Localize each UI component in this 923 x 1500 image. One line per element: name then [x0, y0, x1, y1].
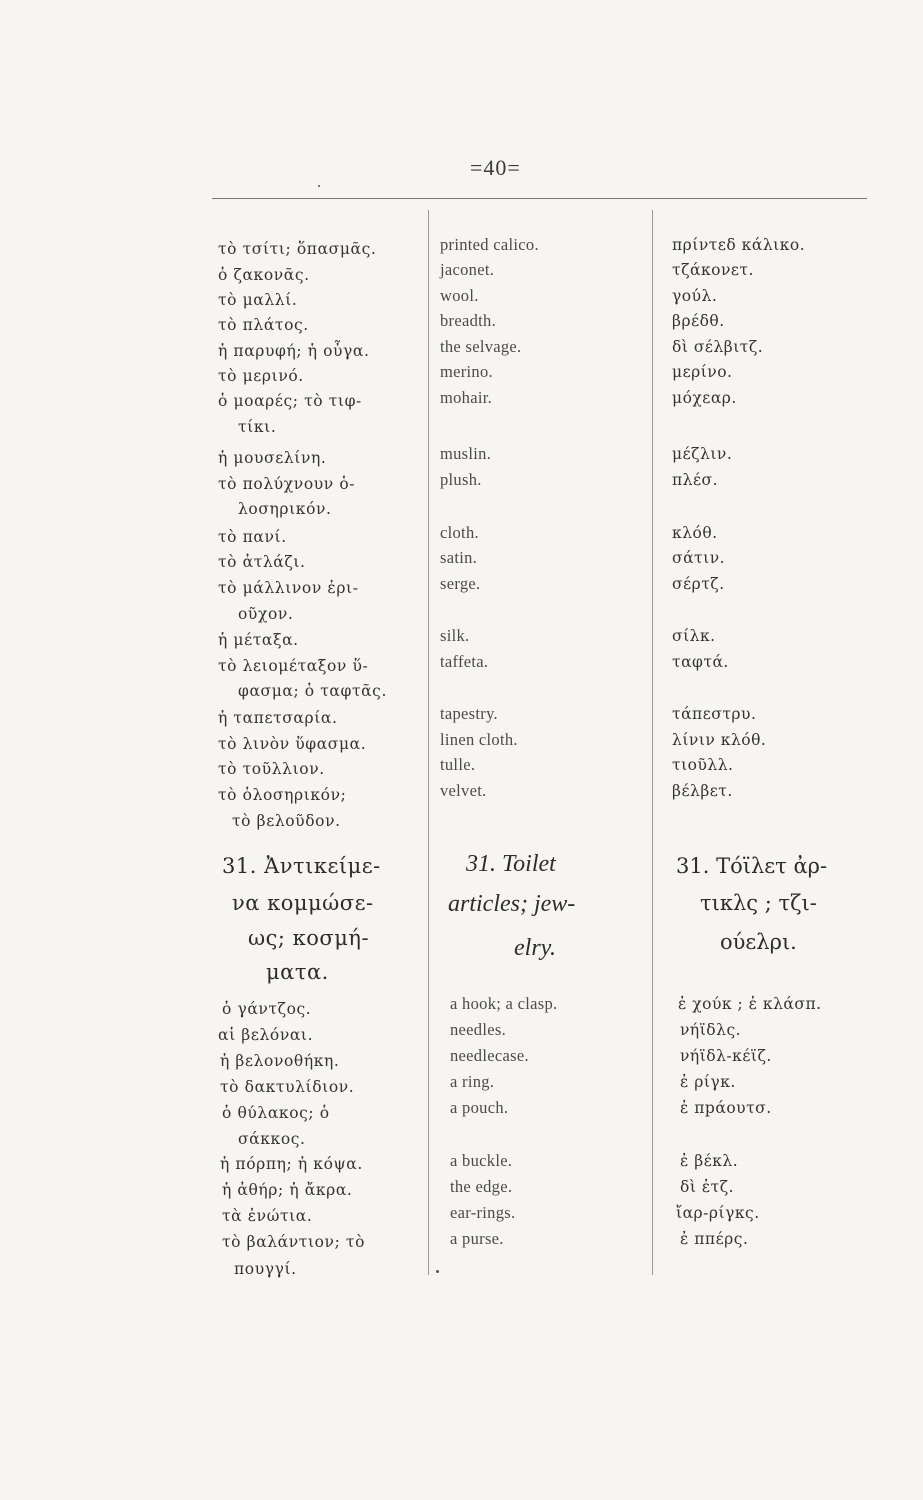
greek-entry: τὸ λειομέταξον ὕ-	[218, 657, 369, 675]
english-entry: the selvage.	[440, 337, 522, 356]
english-entry: wool.	[440, 286, 479, 305]
english-entry: a hook; a clasp.	[450, 994, 558, 1013]
english-entry: breadth.	[440, 311, 497, 330]
section-heading-pronunciation: τικλς ; τζι-	[700, 891, 817, 915]
greek-entry: τὸ βαλάντιον; τὸ	[222, 1233, 366, 1251]
section-heading-greek: ματα.	[266, 960, 329, 984]
pronunciation-entry: γούλ.	[672, 287, 718, 305]
greek-entry: ἡ παρυφή; ἡ οὖγα.	[218, 342, 370, 360]
pronunciation-entry: τζάκονετ.	[672, 261, 754, 279]
english-entry: needlecase.	[450, 1046, 529, 1065]
greek-entry: οῦχον.	[238, 605, 294, 623]
english-entry: linen cloth.	[440, 730, 518, 749]
greek-entry: τὸ βελοῦδον.	[232, 812, 341, 830]
english-entry: printed calico.	[440, 235, 539, 254]
greek-entry: ὁ θύλακος; ὁ	[222, 1104, 330, 1122]
english-entry: taffeta.	[440, 652, 489, 671]
english-entry: a ring.	[450, 1072, 495, 1091]
english-entry: silk.	[440, 626, 470, 645]
greek-entry: τὸ πλάτος.	[218, 316, 309, 334]
greek-entry: τὸ μερινό.	[218, 367, 304, 385]
section-heading-english: articles; jew-	[448, 891, 576, 917]
greek-entry: τὸ τοῦλλιον.	[218, 760, 325, 778]
english-entry: merino.	[440, 362, 493, 381]
greek-entry: ἡ μέταξα.	[218, 631, 299, 649]
greek-entry: τὸ τσίτι; ὅπασμᾶς.	[218, 240, 377, 258]
english-entry: muslin.	[440, 444, 492, 463]
greek-entry: ἡ πόρπη; ἡ κόψα.	[220, 1155, 363, 1173]
greek-entry: τὸ μάλλινον ἐρι-	[218, 579, 359, 597]
pronunciation-entry: νήϊδλ-κέϊζ.	[680, 1047, 772, 1065]
pronunciation-entry: μερίνο.	[672, 363, 733, 381]
greek-entry: ὁ γάντζος.	[222, 1000, 312, 1018]
greek-entry: πουγγί.	[234, 1260, 297, 1278]
greek-entry: ὁ μοαρές; τὸ τιφ-	[218, 392, 362, 410]
pronunciation-entry: ἴαρ-ρίγκς.	[676, 1204, 760, 1222]
section-heading-english: 31. Toilet	[466, 851, 556, 877]
pronunciation-entry: σίλκ.	[672, 627, 716, 645]
greek-entry: ἡ ἀθήρ; ἡ ἄκρα.	[222, 1181, 353, 1199]
english-entry: jaconet.	[440, 260, 495, 279]
english-entry: velvet.	[440, 781, 487, 800]
greek-entry: ἡ βελονοθήκη.	[220, 1052, 340, 1070]
pronunciation-entry: ταφτά.	[672, 653, 729, 671]
english-entry: serge.	[440, 574, 481, 593]
column-divider-1	[428, 210, 429, 1275]
greek-entry: τίκι.	[238, 418, 277, 436]
pronunciation-entry: κλόθ.	[672, 524, 718, 542]
pronunciation-entry: ἐ βέκλ.	[680, 1152, 739, 1170]
english-entry: the edge.	[450, 1177, 513, 1196]
pronunciation-entry: ἐ ππέρς.	[680, 1230, 749, 1248]
greek-entry: ἡ ταπετσαρία.	[218, 709, 338, 727]
pronunciation-entry: βρέδθ.	[672, 312, 725, 330]
top-rule	[212, 198, 867, 199]
greek-entry: λοσηρικόν.	[238, 500, 332, 518]
english-entry: plush.	[440, 470, 482, 489]
english-entry: satin.	[440, 548, 478, 567]
section-heading-greek: ως; κοσμή-	[248, 926, 370, 950]
section-heading-pronunciation: ούελρι.	[720, 930, 797, 954]
english-entry: a pouch.	[450, 1098, 509, 1117]
pronunciation-entry: τάπεστρυ.	[672, 705, 757, 723]
pronunciation-entry: μόχεαρ.	[672, 389, 737, 407]
english-entry: tapestry.	[440, 704, 498, 723]
page-number: =40=	[470, 155, 521, 180]
pronunciation-entry: σάτιν.	[672, 549, 726, 567]
section-heading-pronunciation: 31. Τόϊλετ ἀρ-	[676, 854, 828, 878]
pronunciation-entry: δὶ ἐτζ.	[680, 1178, 735, 1196]
english-entry: mohair.	[440, 388, 493, 407]
pronunciation-entry: μέζλιν.	[672, 445, 733, 463]
greek-entry: τὸ πανί.	[218, 528, 287, 546]
english-entry: needles.	[450, 1020, 507, 1039]
english-entry: a buckle.	[450, 1151, 513, 1170]
greek-entry: σάκκος.	[238, 1130, 306, 1148]
pronunciation-entry: πρίντεδ κάλικο.	[672, 236, 806, 254]
pronunciation-entry: δὶ σέλβιτζ.	[672, 338, 764, 356]
greek-entry: τὸ λινὸν ὕφασμα.	[218, 735, 367, 753]
pronunciation-entry: ἐ πpάουτσ.	[680, 1099, 772, 1117]
ink-speck	[318, 185, 320, 187]
greek-entry: τὸ ὁλοσηρικόν;	[218, 786, 347, 804]
section-heading-greek: 31. Ἀντικείμε-	[222, 854, 381, 878]
greek-entry: ὁ ζακονᾶς.	[218, 266, 310, 284]
english-entry: cloth.	[440, 523, 479, 542]
greek-entry: τὸ δακτυλίδιον.	[220, 1078, 355, 1096]
greek-entry: ἡ μουσελίνη.	[218, 449, 327, 467]
pronunciation-entry: ἐ ρίγκ.	[680, 1073, 736, 1091]
ink-speck	[436, 1270, 439, 1273]
greek-entry: φασμα; ὁ ταφτᾶς.	[238, 682, 387, 700]
greek-entry: τὸ μαλλί.	[218, 291, 298, 309]
pronunciation-entry: τιοῦλλ.	[672, 756, 734, 774]
section-heading-greek: να κομμώσε-	[232, 891, 374, 915]
pronunciation-entry: βέλβετ.	[672, 782, 733, 800]
pronunciation-entry: σέρτζ.	[672, 575, 725, 593]
english-entry: tulle.	[440, 755, 476, 774]
pronunciation-entry: νήϊδλς.	[680, 1021, 742, 1039]
greek-entry: αἱ βελόναι.	[218, 1026, 314, 1044]
section-heading-english: elry.	[514, 935, 556, 961]
pronunciation-entry: πλέσ.	[672, 471, 719, 489]
column-divider-2	[652, 210, 653, 1275]
pronunciation-entry: λίνιν κλόθ.	[672, 731, 767, 749]
english-entry: a purse.	[450, 1229, 504, 1248]
english-entry: ear-rings.	[450, 1203, 516, 1222]
greek-entry: τὸ πολύχνουν ὁ-	[218, 475, 356, 493]
greek-entry: τὸ ἀτλάζι.	[218, 553, 306, 571]
greek-entry: τὰ ἐνώτια.	[222, 1207, 313, 1225]
pronunciation-entry: ἐ χούκ ; ἐ κλάσπ.	[678, 995, 822, 1013]
